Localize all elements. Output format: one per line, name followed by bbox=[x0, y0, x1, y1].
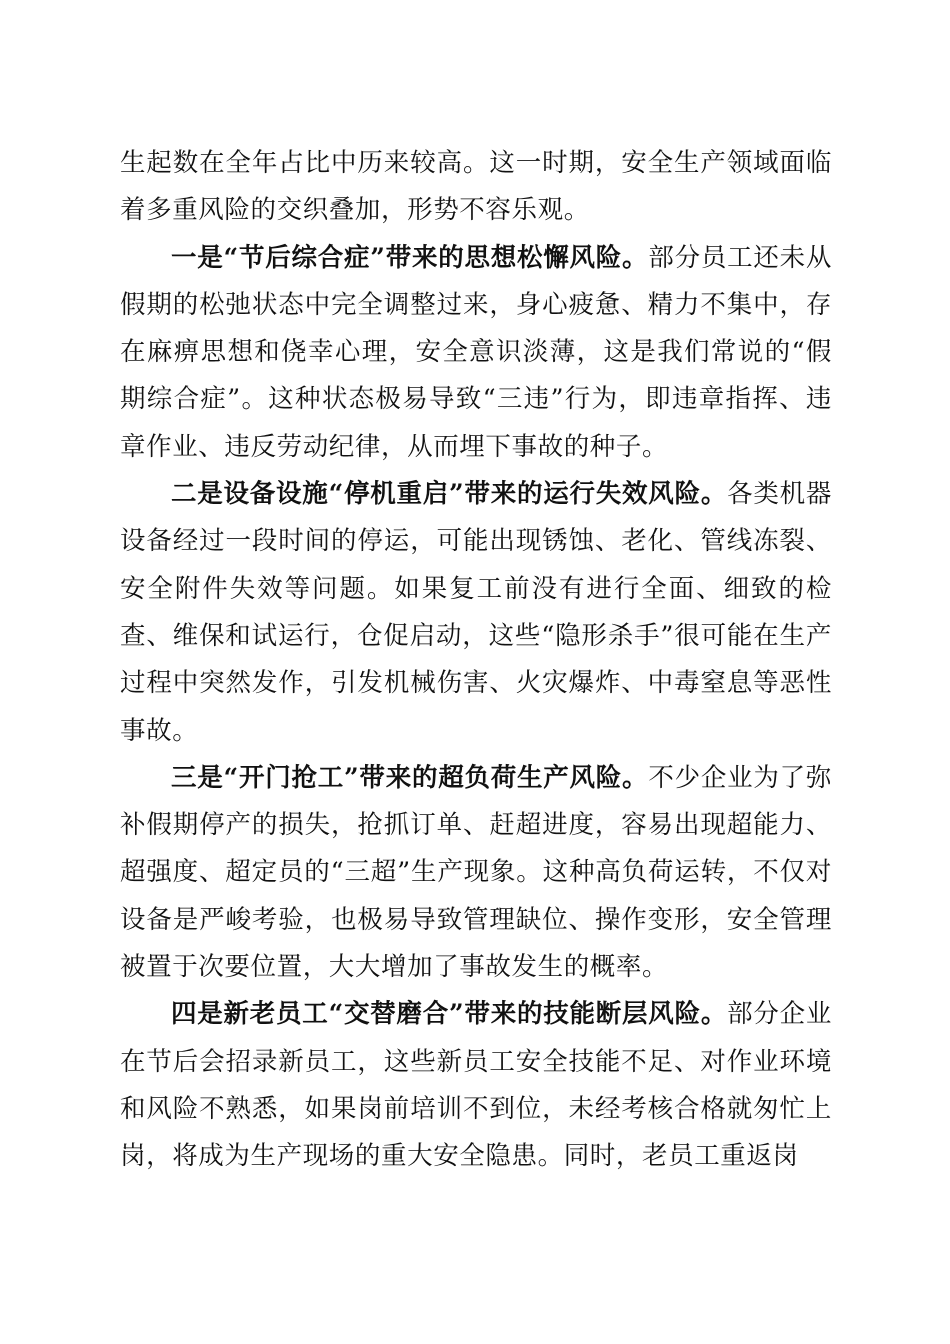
paragraph-lead: 二是设备设施“停机重启”带来的运行失效风险。 bbox=[171, 479, 728, 510]
paragraph-text: 部分员工还未从假期的松弛状态中完全调整过来，身心疲惫、精力不集中，存在麻痹思想和侥幸心理，安全意识淡薄，这是我们常说的“假期综合症”。这种状态极易导致“三违”行为，即违章指挥、违章作业、违反劳动纪律，从而埋下事故的种子。 bbox=[120, 242, 832, 462]
paragraph-text: 各类机器设备经过一段时间的停运，可能出现锈蚀、老化、管线冻裂、安全附件失效等问题。如果复工前没有进行全面、细致的检查、维保和试运行，仓促启动，这些“隐形杀手”很可能在生产过程中突然发作，引发机械伤害、火灾爆炸、中毒窒息等恶性事故。 bbox=[120, 479, 832, 746]
paragraph-continuation bbox=[120, 140, 832, 235]
paragraph-text: 生起数在全年占比中历来较高。这一时期，安全生产领域面临着多重风险的交织叠加，形势不容乐观。 bbox=[120, 148, 832, 226]
paragraph-risk-1 bbox=[120, 235, 832, 471]
paragraph-lead: 一是“节后综合症”带来的思想松懈风险。 bbox=[171, 242, 649, 273]
paragraph-text: 部分企业在节后会招录新员工，这些新员工安全技能不足、对作业环境和风险不熟悉，如果岗前培训不到位，未经考核合格就匆忙上岗，将成为生产现场的重大安全隐患。同时，老员工重返岗 bbox=[120, 999, 832, 1172]
paragraph-risk-3 bbox=[120, 755, 832, 991]
paragraph-lead: 三是“开门抢工”带来的超负荷生产风险。 bbox=[171, 762, 649, 793]
paragraph-risk-2 bbox=[120, 471, 832, 755]
document-body bbox=[120, 140, 832, 1181]
paragraph-risk-4 bbox=[120, 991, 832, 1180]
paragraph-text: 不少企业为了弥补假期停产的损失，抢抓订单、赶超进度，容易出现超能力、超强度、超定员的“三超”生产现象。这种高负荷运转，不仅对设备是严峻考验，也极易导致管理缺位、操作变形，安全管理被置于次要位置，大大增加了事故发生的概率。 bbox=[120, 762, 832, 983]
paragraph-lead: 四是新老员工“交替磨合”带来的技能断层风险。 bbox=[171, 999, 728, 1030]
